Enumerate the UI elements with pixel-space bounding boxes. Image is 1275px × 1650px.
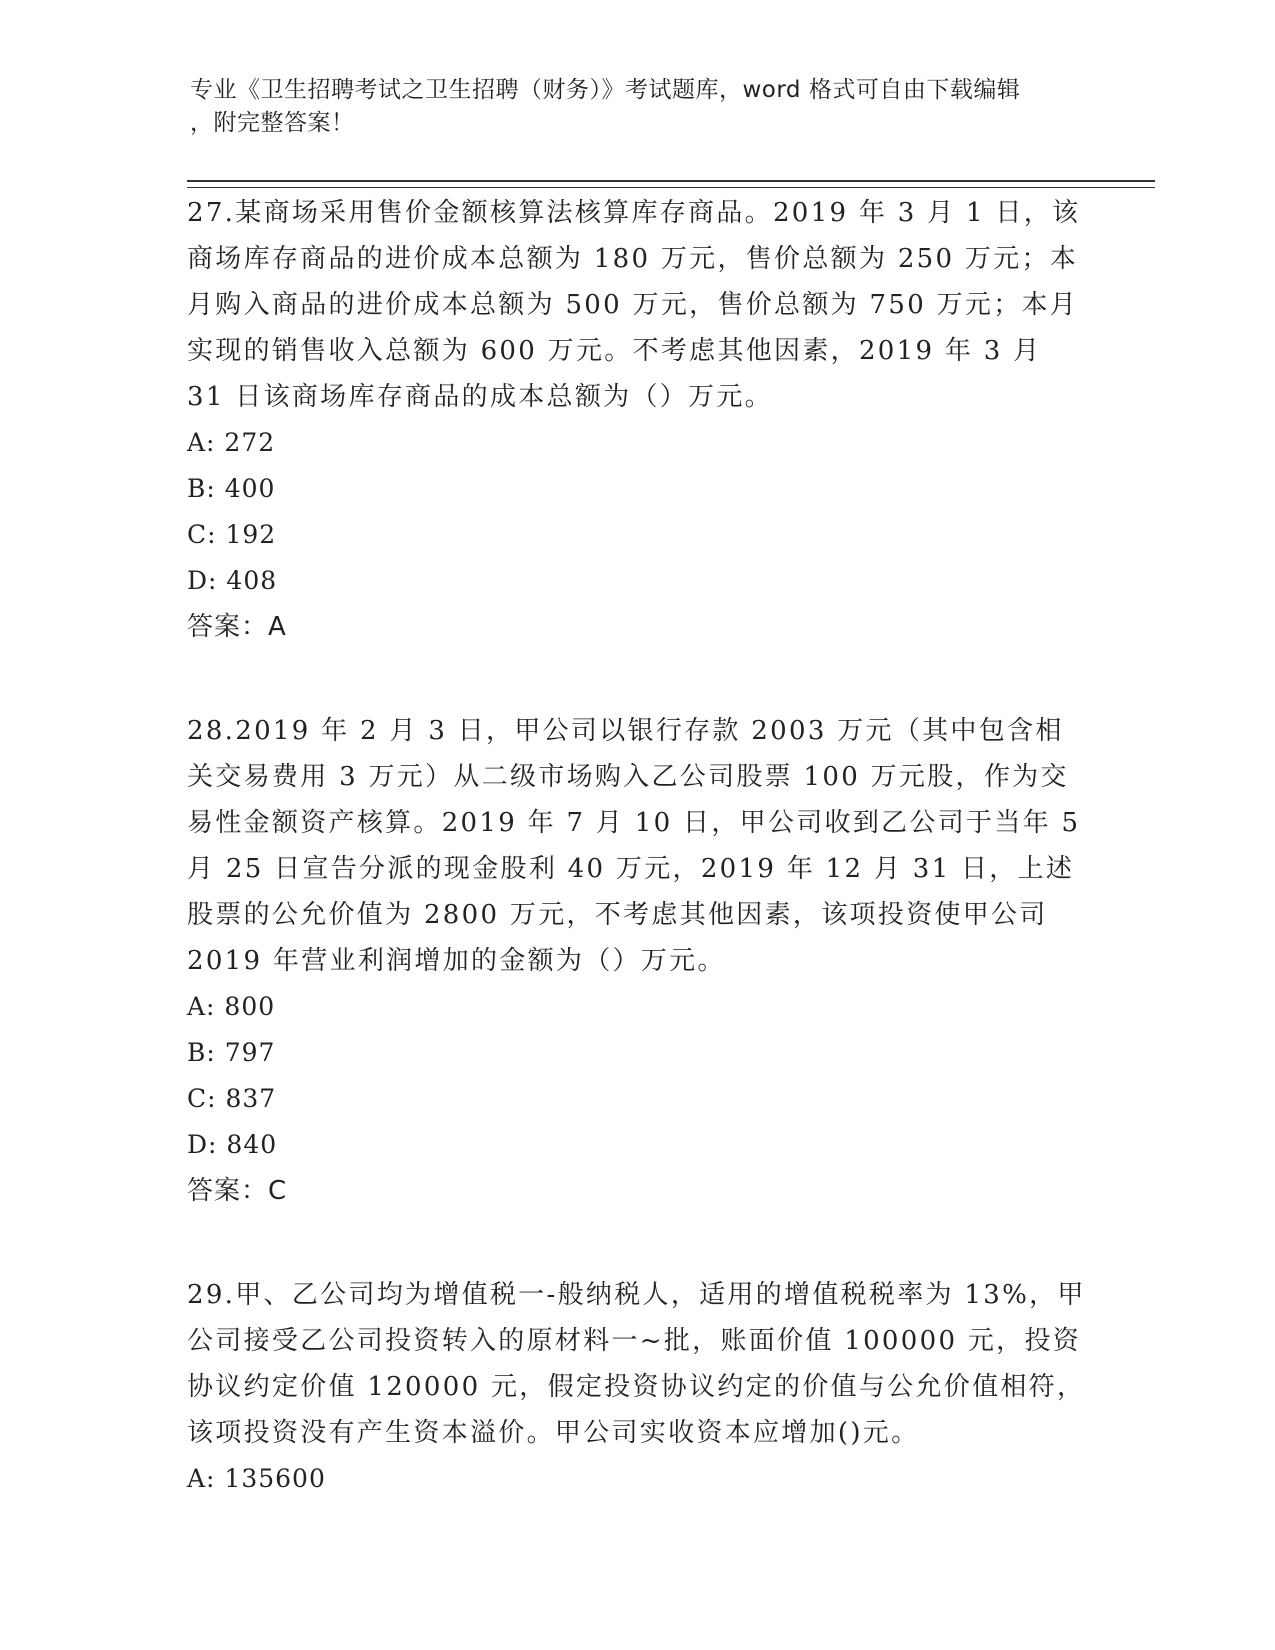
option-a: A: 272 xyxy=(187,428,276,457)
option-d: D: 840 xyxy=(187,1130,278,1159)
header-line-1: 专业《卫生招聘考试之卫生招聘（财务）》考试题库，word 格式可自由下载编辑 xyxy=(190,77,1021,103)
option-b: B: 797 xyxy=(187,1038,276,1067)
option-d: D: 408 xyxy=(187,566,278,595)
question-spacer xyxy=(187,1214,1087,1272)
question-27 xyxy=(187,190,1087,650)
question-29 xyxy=(187,1272,1087,1502)
answer-line: 答案：A xyxy=(187,612,287,642)
header-divider-thin xyxy=(187,187,1155,188)
option-c: C: 192 xyxy=(187,520,277,549)
header-divider-thick xyxy=(187,180,1155,182)
document-header xyxy=(190,74,1070,140)
option-c: C: 837 xyxy=(187,1084,277,1113)
question-text: 29.甲、乙公司均为增值税一-般纳税人，适用的增值税税率为 13%，甲公司接受乙公司投资转入的原材料一~批，账面价值 100000 元，投资协议约定价值 120000 元，假定投资协议约定的价值与公允价值相符，该项投资没有产生资本溢价。甲公司实收资本应增加()元。 xyxy=(187,1280,1086,1448)
question-text: 27.某商场采用售价金额核算法核算库存商品。2019 年 3 月 1 日，该商场库存商品的进价成本总额为 180 万元，售价总额为 250 万元；本月购入商品的进价成本总额为 500 万元，售价总额为 750 万元；本月实现的销售收入总额为 600 万元。不考虑其他因素，2019 年 3 月 31 日该商场库存商品的成本总额为（）万元。 xyxy=(187,198,1081,412)
header-line-2: ，附完整答案！ xyxy=(190,110,355,136)
option-b: B: 400 xyxy=(187,474,276,503)
option-a: A: 800 xyxy=(187,992,276,1021)
question-28 xyxy=(187,708,1087,1214)
question-text: 28.2019 年 2 月 3 日，甲公司以银行存款 2003 万元（其中包含相关交易费用 3 万元）从二级市场购入乙公司股票 100 万元股，作为交易性金额资产核算。2019 年 7 月 10 日，甲公司收到乙公司于当年 5 月 25 日宣告分派的现金股利 40 万元，2019 年 12 月 31 日，上述股票的公允价值为 2800 万元，不考虑其他因素，该项投资使甲公司 2019 年营业利润增加的金额为（）万元。 xyxy=(187,716,1081,976)
answer-line: 答案：C xyxy=(187,1176,288,1206)
question-list xyxy=(187,190,1087,1502)
question-spacer xyxy=(187,650,1087,708)
option-a: A: 135600 xyxy=(187,1464,326,1493)
